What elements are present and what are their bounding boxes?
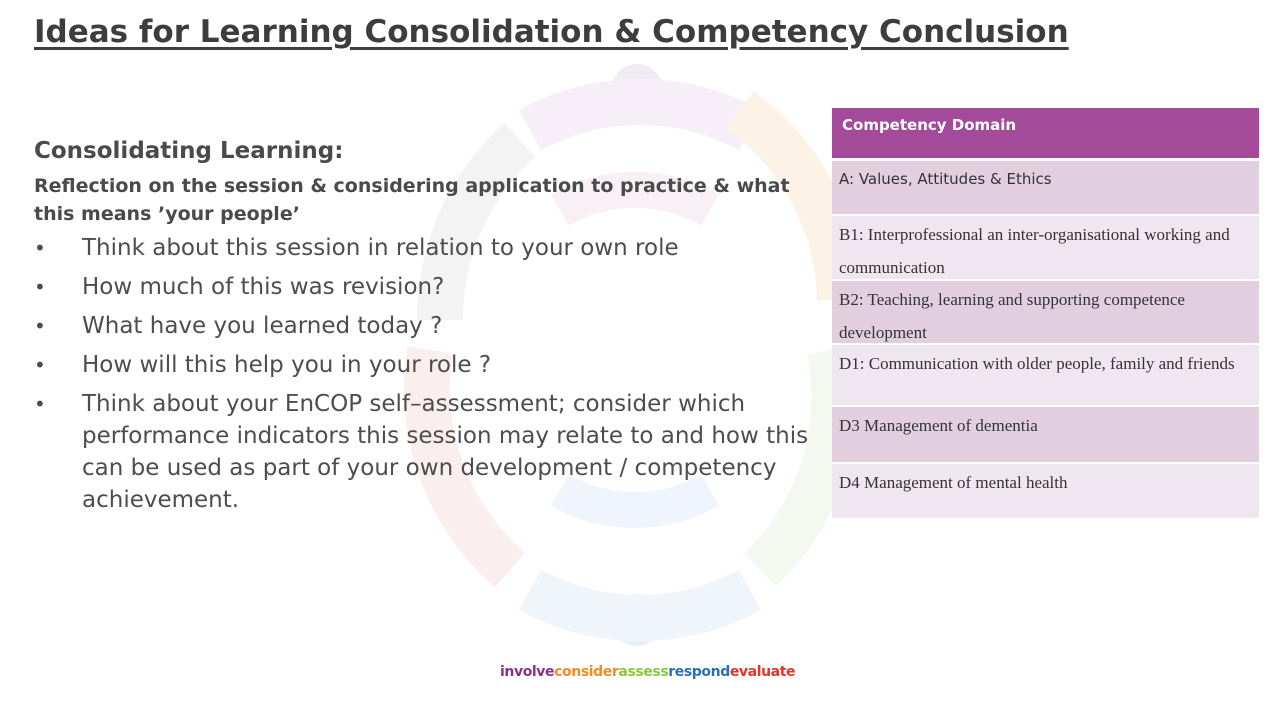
list-item-text: How much of this was revision? <box>82 274 445 300</box>
section-heading: Consolidating Learning: <box>34 138 344 164</box>
footer-word-respond: respond <box>668 664 730 680</box>
list-item <box>34 310 814 342</box>
table-row: B2: Teaching, learning and supporting competence development <box>832 281 1259 345</box>
bullet-icon: • <box>34 392 46 416</box>
bullet-icon: • <box>34 314 46 338</box>
list-item-text: Think about this session in relation to your own role <box>82 235 679 261</box>
list-item-text: How will this help you in your role ? <box>82 352 492 378</box>
list-item <box>34 232 814 264</box>
bullet-icon: • <box>34 353 46 377</box>
section-intro: Reflection on the session & considering application to practice & what this means ’your people’ <box>34 175 790 225</box>
bullet-icon: • <box>34 236 46 260</box>
footer-tagline <box>500 664 795 680</box>
list-item-text: What have you learned today ? <box>82 313 443 339</box>
table-row: D1: Communication with older people, family and friends <box>832 345 1259 407</box>
footer-word-involve: involve <box>500 664 555 680</box>
table-row: B1: Interprofessional an inter-organisational working and communication <box>832 216 1259 281</box>
footer-word-consider: consider <box>554 664 619 680</box>
bullet-list <box>34 232 814 516</box>
table-row: D3 Management of dementia <box>832 407 1259 464</box>
page-title: Ideas for Learning Consolidation & Competency Conclusion <box>34 14 1069 50</box>
table-row: A: Values, Attitudes & Ethics <box>832 161 1259 216</box>
footer-word-assess: assess <box>618 664 669 680</box>
list-item <box>34 388 814 516</box>
footer-word-evaluate: evaluate <box>729 664 796 680</box>
table-header: Competency Domain <box>832 108 1259 161</box>
competency-domain-table <box>832 108 1259 520</box>
list-item <box>34 271 814 303</box>
list-item-text: Think about your EnCOP self–assessment; consider which performance indicators this session may relate to and how this can be used as part of your own development / competency achievement. <box>82 391 809 513</box>
table-row: D4 Management of mental health <box>832 464 1259 520</box>
bullet-icon: • <box>34 275 46 299</box>
list-item <box>34 349 814 381</box>
consolidating-learning-section <box>34 138 814 523</box>
